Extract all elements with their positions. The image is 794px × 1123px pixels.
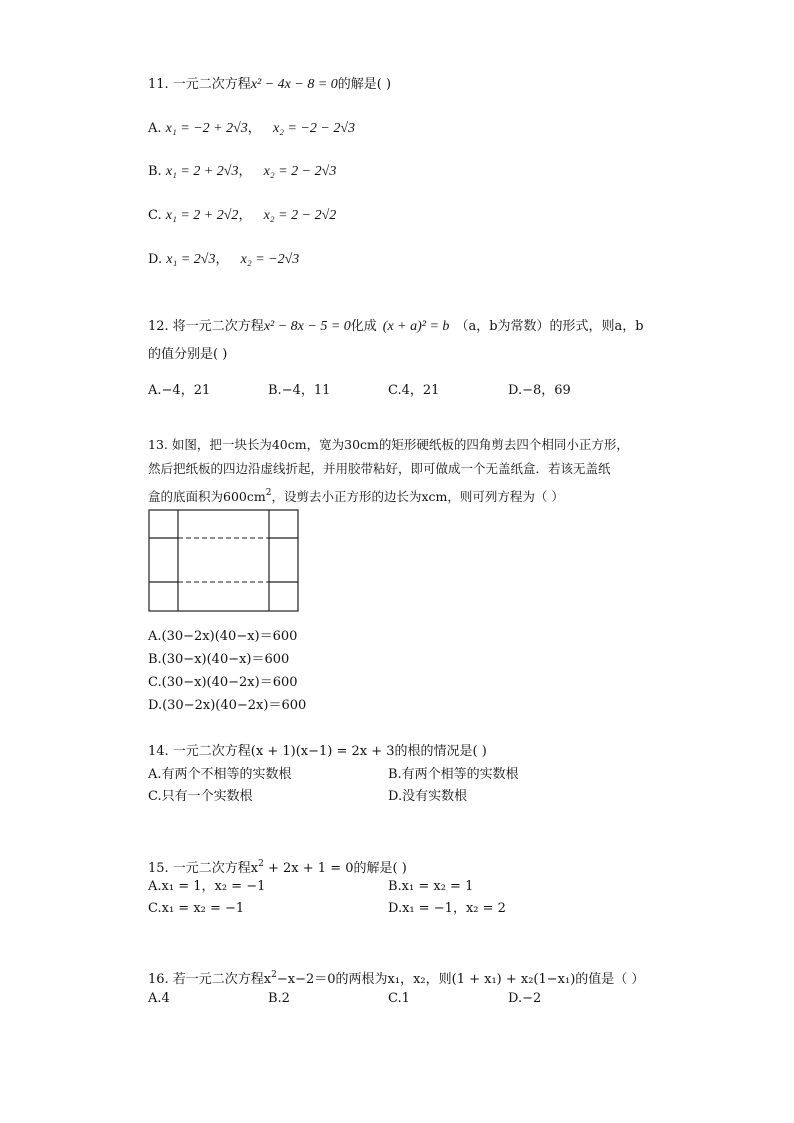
q11-option-d: D. x₁ = 2√3， x₂ = −2√3	[148, 252, 300, 267]
q15-option-d: D.x₁ = −1，x₂ = 2	[388, 901, 506, 916]
q12-equation: x² − 8x − 5 = 0	[263, 319, 351, 334]
q11-option-d-x1: x₁ = 2√3	[166, 252, 216, 267]
q15-option-a: A.x₁ = 1，x₂ = −1	[148, 879, 266, 894]
q16-option-b: B.2	[268, 991, 290, 1006]
q15-option-c: C.x₁ = x₂ = −1	[148, 901, 245, 916]
q15-option-b: B.x₁ = x₂ = 1	[388, 879, 474, 894]
q11-option-b-x1: x₁ = 2 + 2√3	[165, 164, 239, 179]
q12-option-c: C.4，21	[388, 383, 440, 398]
q14-option-c: C.只有一个实数根	[148, 789, 253, 804]
q12-option-a: A.−4，21	[148, 383, 211, 398]
q16-option-a: A.4	[148, 991, 170, 1006]
q14-option-a: A.有两个不相等的实数根	[148, 767, 292, 782]
q16-stem: 16. 若一元二次方程$x^2-x-2=0$的两根为x₁，x₂，则(1 + x₁) + x₂(1−x₁)的值是（ ）	[148, 970, 645, 987]
q13-stem-line3: 盒的底面积为$600cm^2$，设剪去小正方形的边长为xcm，则可列方程为（ ）	[148, 488, 564, 504]
q13-option-a: A.(30−2x)(40−x)＝600	[148, 629, 298, 644]
q12-option-d: D.−8，69	[508, 383, 571, 398]
q11-option-a-x2: x₂ = −2 − 2√3	[272, 121, 356, 136]
q11-equation: x² − 4x − 8 = 0	[250, 77, 338, 92]
cardboard-fold-diagram	[148, 509, 300, 613]
q11-stem-prefix: 11. 一元二次方程	[148, 77, 251, 92]
q14-option-b: B.有两个相等的实数根	[388, 767, 519, 782]
q12-stem: 12. 将一元二次方程x² − 8x − 5 = 0化成 (x + a)² = b （a，b为常数）的形式，则a，b	[148, 319, 644, 334]
q13-option-c: C.(30−x)(40−2x)＝600	[148, 675, 298, 690]
q15-stem: 15. 一元二次方程$x^2 + 2x + 1 = 0$的解是( )	[148, 859, 407, 876]
q11-stem	[148, 76, 391, 94]
q12-target-form: (x + a)² = b	[382, 319, 450, 334]
cardboard-outline	[149, 510, 298, 611]
q11-stem-suffix: 的解是( )	[337, 77, 392, 92]
q11-option-d-x2: x₂ = −2√3	[240, 252, 300, 267]
q11-option-b: B. x₁ = 2 + 2√3， x₂ = 2 − 2√3	[148, 164, 337, 179]
q12-stem-line2: 的值分别是( )	[148, 347, 228, 362]
q11-option-c-x1: x₁ = 2 + 2√2	[165, 208, 239, 223]
q12-option-b: B.−4，11	[268, 383, 331, 398]
q13-stem-line1: 13. 如图，把一块长为40cm，宽为30cm的矩形硬纸板的四角剪去四个相同小正方形，	[148, 437, 629, 452]
q14-stem: 14. 一元二次方程(x + 1)(x−1) = 2x + 3的根的情况是( )	[148, 744, 487, 759]
q13-option-d: D.(30−2x)(40−2x)＝600	[148, 698, 307, 713]
q16-option-c: C.1	[388, 991, 410, 1006]
q11-option-b-x2: x₂ = 2 − 2√3	[263, 164, 337, 179]
q13-option-b: B.(30−x)(40−x)＝600	[148, 652, 290, 667]
q11-option-c-x2: x₂ = 2 − 2√2	[263, 208, 337, 223]
q11-option-c: C. x₁ = 2 + 2√2， x₂ = 2 − 2√2	[148, 208, 337, 223]
q16-option-d: D.−2	[508, 991, 542, 1006]
q14-option-d: D.没有实数根	[388, 789, 468, 804]
q11-option-a: A. x₁ = −2 + 2√3， x₂ = −2 − 2√3	[148, 121, 356, 136]
q11-option-a-x1: x₁ = −2 + 2√3	[165, 121, 248, 136]
q13-stem-line2: 然后把纸板的四边沿虚线折起，并用胶带粘好，即可做成一个无盖纸盒．若该无盖纸	[148, 461, 611, 476]
